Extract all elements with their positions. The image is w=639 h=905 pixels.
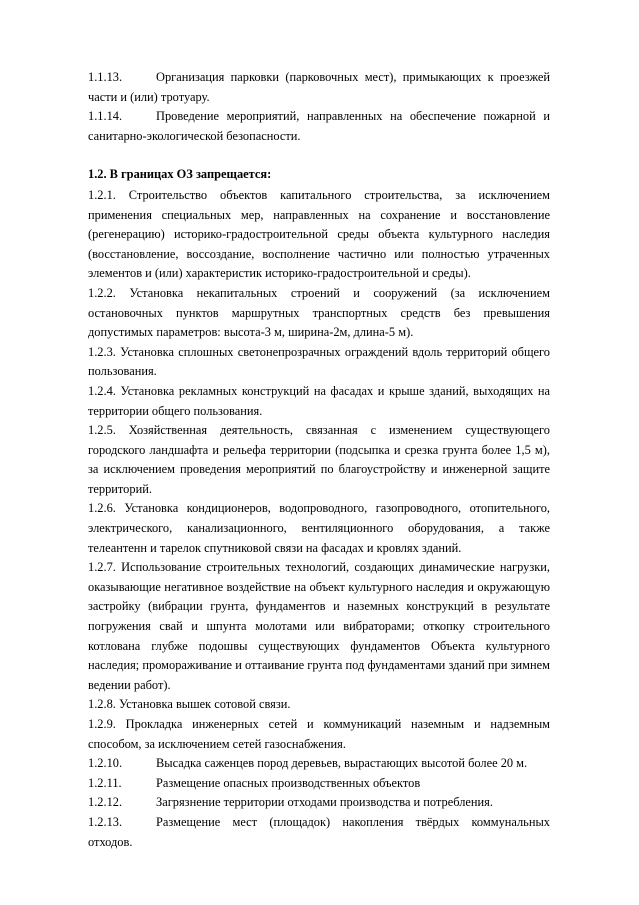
clause-number: 1.2.8. [88,697,119,712]
clause-paragraph [88,421,550,499]
clause-number: 1.2.3. [88,344,121,359]
clause-text: Размещение опасных производственных объектов [156,775,421,790]
clause-number: 1.2.12. [88,795,123,810]
clause-paragraph [88,499,550,558]
clause-number: 1.2.4. [88,383,121,398]
clause-text: Прокладка инженерных сетей и коммуникаций наземным и надземным способом, за исключением сетей газоснабжения. [88,717,550,751]
clause-number: 1.2.1. [88,187,129,202]
clause-paragraph [88,558,550,695]
clause-text: Установка сплошных светонепрозрачных ограждений вдоль территорий общего пользования. [88,344,550,379]
clause-text: Установка некапитальных строений и сооружений (за исключением остановочных пунктов маршрутных транспортных средств без превышения допустимых параметров: высота-3 м, ширина-2м, длина-5 м). [88,285,550,340]
clause-text: 1.2. В границах ОЗ запрещается: [88,167,272,182]
clause-paragraph [88,284,550,343]
section-heading [88,165,550,185]
clause-number: 1.2.2. [88,285,130,300]
clause-paragraph [88,68,550,107]
clause-text: Высадка саженцев пород деревьев, вырастающих высотой более 20 м. [156,756,528,771]
clause-paragraph [88,107,550,146]
clause-paragraph [88,382,550,421]
clause-text: Проведение мероприятий, направленных на обеспечение пожарной и санитарно-экологической безопасности. [88,109,550,143]
clause-text: Загрязнение территории отходами производства и потребления. [156,795,493,810]
clause-paragraph [88,813,550,852]
clause-paragraph [88,186,550,284]
document-body [88,68,550,852]
clause-number: 1.2.11. [88,775,122,790]
clause-number: 1.2.10. [88,756,123,771]
clause-text: Строительство объектов капитального строительства, за исключением применения специальных мер, направленных на сохранение и восстановление (регенерацию) историко-градостроительной среды объекта культурного наследия (восстановление, воссоздание, восполнение частично или полностью утраченных элементов и (или) характеристик историко-градостроительной и среды). [88,187,550,281]
clause-text: Организация парковки (парковочных мест), примыкающих к проезжей части и (или) тротуару. [88,70,550,104]
clause-text: Установка вышек сотовой связи. [118,697,291,712]
clause-number: 1.2.6. [88,501,125,516]
clause-number: 1.1.13. [88,70,123,84]
clause-text: Использование строительных технологий, создающих динамические нагрузки, оказывающие негативное воздействие на объект культурного наследия и окружающую застройку (вибрации грунта, фундаментов и наземных конструкций в результате погружения свай и шпунта молотами или вибраторами; откопку строительного котлована глубже подошвы существующих фундаментов Объекта культурного наследия; промораживание и оттаивание грунта под фундаментами зданий при зимнем ведении работ). [88,560,551,692]
clause-number: 1.2.9. [88,717,126,731]
clause-text: Установка рекламных конструкций на фасадах и крыше зданий, выходящих на территории общего пользования. [88,383,550,418]
clause-paragraph [88,793,550,813]
clause-number: 1.2.7. [88,560,122,575]
clause-number: 1.2.13. [88,814,123,829]
clause-paragraph [88,343,550,382]
clause-number: 1.2.5. [88,423,129,438]
clause-text: Установка кондиционеров, водопроводного, газопроводного, отопительного, электрического, канализационного, вентиляционного оборудования, а также телеантенн и тарелок спутниковой связи на фасадах и кровлях зданий. [88,501,550,555]
clause-paragraph [88,774,550,794]
clause-paragraph [88,715,550,754]
clause-text: Хозяйственная деятельность, связанная с изменением существующего городского ландшафта и рельефа территории (подсыпка и срезка грунта более 1,5 м), за исключением проведения мероприятий по благоустройству и инженерной защите территорий. [88,423,550,496]
clause-text: Размещение мест (площадок) накопления твёрдых коммунальных отходов. [88,814,550,849]
clause-paragraph [88,754,550,774]
clause-paragraph [88,695,550,715]
clause-number: 1.1.14. [88,109,123,124]
